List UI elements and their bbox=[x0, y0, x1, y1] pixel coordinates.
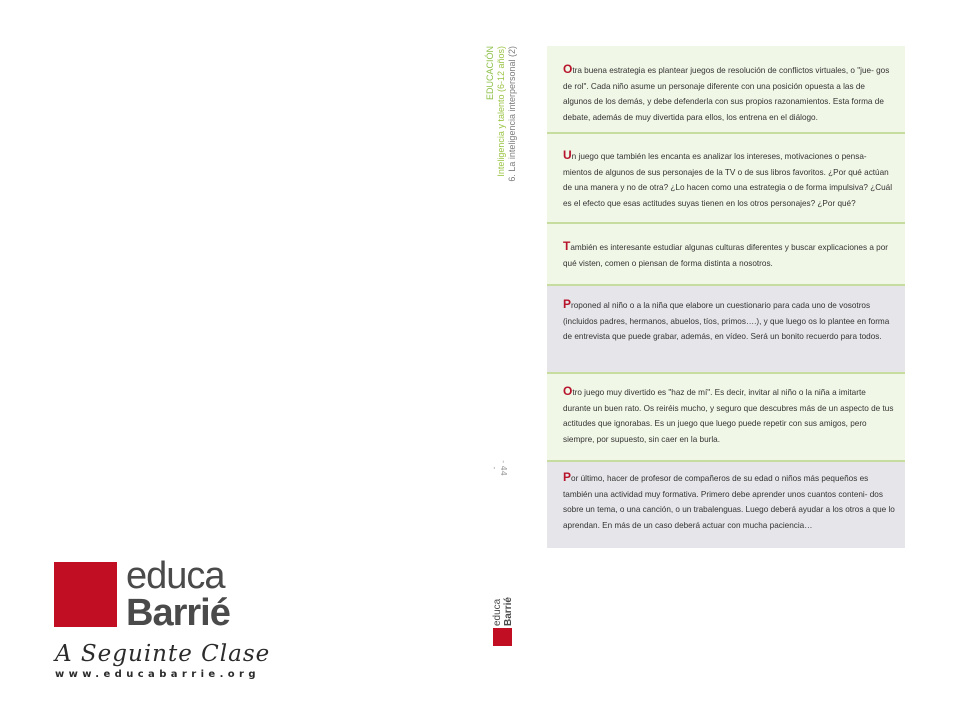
paragraph-block-4 bbox=[547, 286, 905, 372]
logo-square bbox=[54, 562, 117, 627]
small-logo-text: educa Barrié bbox=[492, 597, 514, 626]
paragraph-3: También es interesante estudiar algunas culturas diferentes y buscar explicaciones a por qué visten, comen o piensan de forma distinta a nosotros. bbox=[563, 239, 889, 268]
paragraph-5: Otro juego muy divertido es "haz de mí". Es decir, invitar al niño o la niña a imitarte durante un buen rato. Os reiréis mucho, y seguro que descubres más de un aspecto de tus actitudes que ignorabas. Es un juego que luego puede repetir con sus amigos, pero siempre, por supuesto, sin caer en la burla. bbox=[563, 384, 894, 444]
paragraph-block-6 bbox=[547, 462, 905, 548]
logo-tagline: A Seguinte Clase bbox=[55, 641, 271, 667]
paragraph-block-5 bbox=[547, 374, 905, 460]
page-header bbox=[485, 46, 527, 196]
logo-barrie-text: Barrié bbox=[126, 592, 230, 634]
section-subtitle: Inteligencia y talento (6-12 años) bbox=[496, 46, 506, 177]
paragraph-block-1 bbox=[547, 46, 905, 132]
logo-educa-text: educa bbox=[126, 555, 225, 597]
small-logo-square bbox=[493, 628, 512, 646]
paragraph-2: Un juego que también les encanta es analizar los intereses, motivaciones o pensa- mientos de algunos de sus personajes de la TV o de sus libros favoritos. ¿Por qué actúan de una manera y no de otra? ¿Lo hacen como una estrategia o de forma impulsiva? ¿Cuál es el efecto que esas actitudes suyas tienen en los otros personajes? ¿Por qué? bbox=[563, 148, 893, 208]
chapter-title: 6. La inteligencia interpersonal (2) bbox=[507, 46, 517, 182]
website-url[interactable]: www.educabarrie.org bbox=[55, 669, 260, 680]
content-panel bbox=[547, 46, 905, 548]
page-number: - 44 - bbox=[490, 460, 508, 476]
paragraph-1: Otra buena estrategia es plantear juegos de resolución de conflictos virtuales, o "jue- gos de rol". Cada niño asume un personaje diferente con una posición opuesta a las de algunos de los demás, y debe defenderla con sus propios razonamientos. Esta forma de debate, además de muy divertida para ellos, los entrena en el diálogo. bbox=[563, 62, 890, 122]
paragraph-6: Por último, hacer de profesor de compañeros de su edad o niños más pequeños es también una actividad muy formativa. Primero debe aprender unos cuantos conteni- dos sobre un tema, o una canción, o un trabalenguas. Luego deberá ayudar a los otros a que lo aprendan. En más de un caso deberá actuar con mucha paciencia… bbox=[563, 470, 895, 530]
paragraph-4: Proponed al niño o a la niña que elabore un cuestionario para cada uno de vosotros (incluidos padres, hermanos, abuelos, tíos, primos….), y que luego os lo plantee en forma de entrevista que puede grabar, además, en vídeo. Será un bonito recuerdo para todos. bbox=[563, 297, 890, 342]
small-logo bbox=[491, 582, 517, 646]
paragraph-block-2 bbox=[547, 134, 905, 222]
section-title: EDUCACIÓN bbox=[485, 46, 495, 101]
paragraph-block-3 bbox=[547, 224, 905, 284]
